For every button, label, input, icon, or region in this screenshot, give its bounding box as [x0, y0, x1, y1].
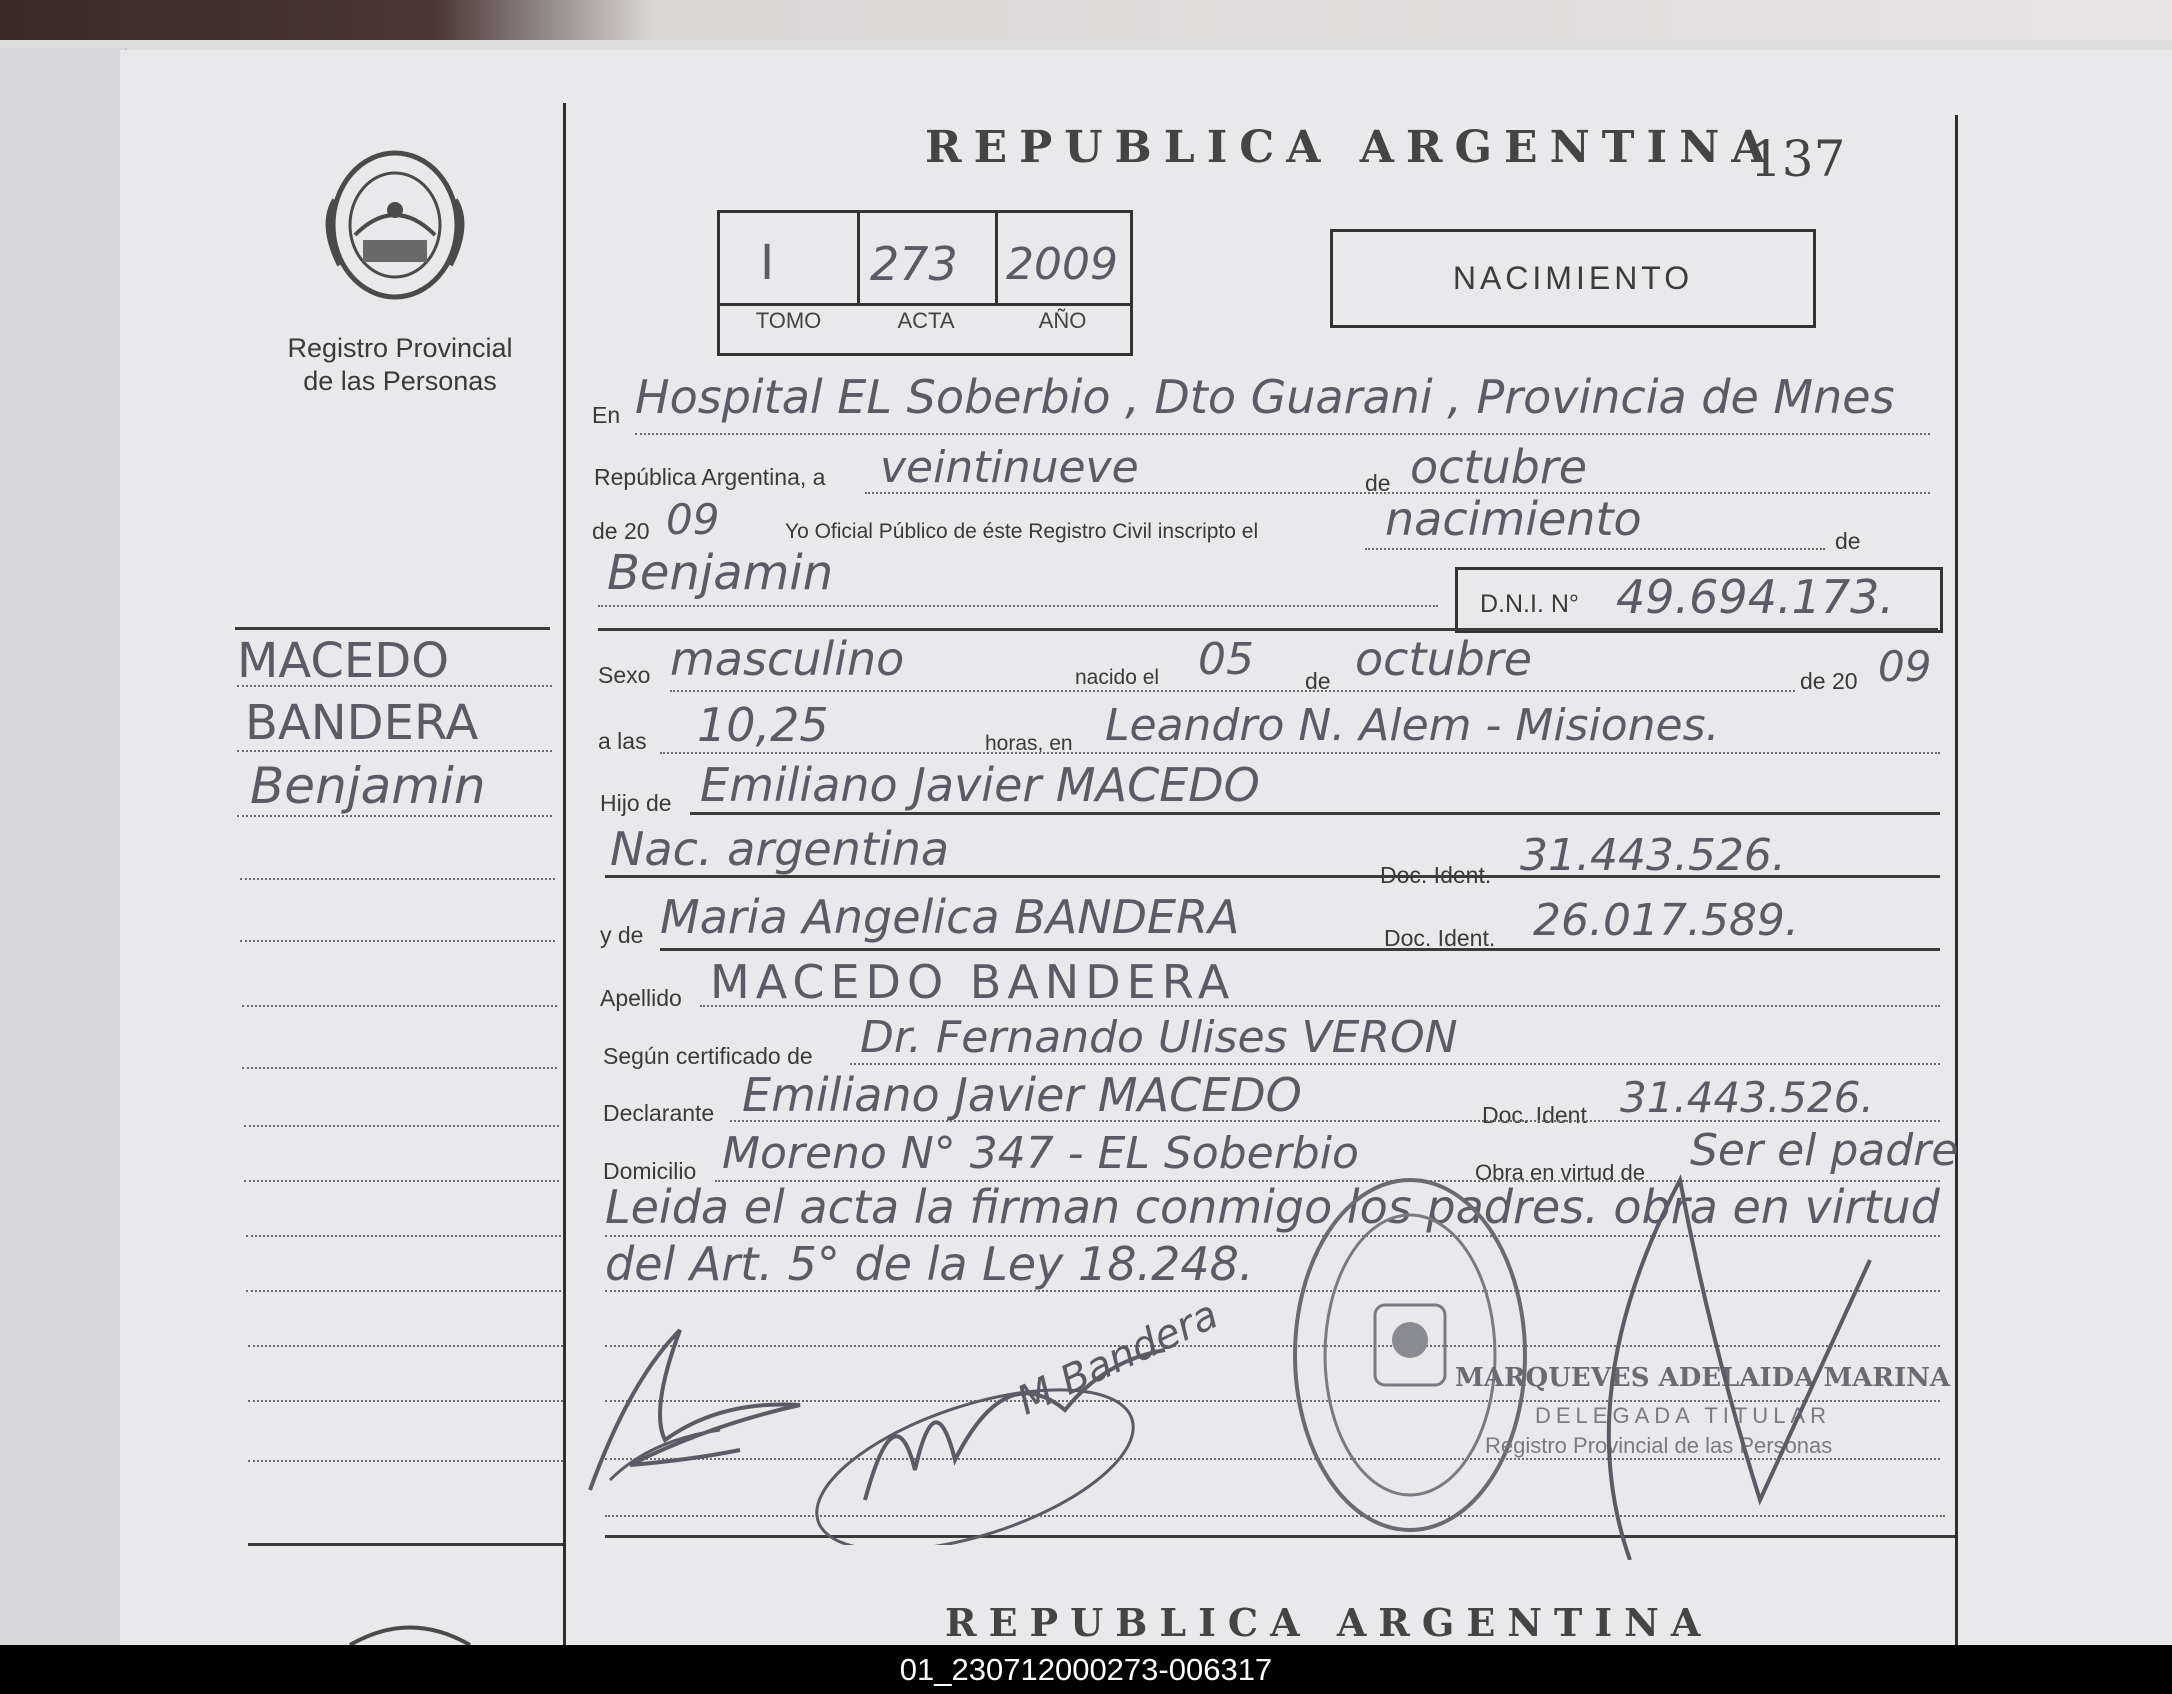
de-label: de	[1365, 470, 1391, 496]
lugar-value: Leandro N. Alem - Misiones.	[1105, 700, 1720, 751]
registry-name-line2: de las Personas	[303, 366, 497, 396]
margin-top-rule	[235, 627, 550, 630]
declarante-doc: 31.443.526.	[1620, 1073, 1874, 1122]
year2-suffix: 09	[1878, 642, 1932, 691]
republica-label: República Argentina, a	[594, 464, 826, 490]
margin-line	[244, 1125, 559, 1127]
margin-line	[248, 1460, 563, 1462]
father-nationality: Nac. argentina	[610, 822, 950, 876]
margin-line	[242, 1067, 557, 1069]
left-page-edge	[0, 48, 127, 1645]
dni-value: 49.694.173.	[1616, 570, 1894, 624]
domicilio-value: Moreno N° 347 - EL Soberbio	[722, 1128, 1359, 1179]
form-line	[700, 1005, 1940, 1007]
officer-org: Registro Provincial de las Personas	[1485, 1433, 1833, 1458]
obra-value: Ser el padre	[1690, 1125, 1959, 1176]
mother-doc: 26.017.589.	[1533, 895, 1799, 946]
doc-label-mother: Doc. Ident.	[1384, 925, 1496, 951]
horas-label: horas, en	[985, 732, 1073, 755]
registry-name-line1: Registro Provincial	[287, 333, 513, 363]
inscripto-value: nacimiento	[1385, 492, 1642, 546]
margin-line	[237, 815, 552, 817]
margin-line	[244, 1180, 559, 1182]
margin-divider	[563, 103, 566, 1645]
form-line	[635, 433, 1930, 435]
nota-line-2: del Art. 5° de la Ley 18.248.	[605, 1237, 1254, 1291]
form-line	[690, 812, 1940, 815]
form-line	[598, 605, 1438, 607]
form-line	[670, 690, 1795, 692]
country-title: REPUBLICA ARGENTINA	[925, 122, 1778, 173]
margin-bottom-rule	[248, 1543, 563, 1546]
declarante-value: Emiliano Javier MACEDO	[742, 1068, 1302, 1122]
declarante-label: Declarante	[603, 1100, 715, 1126]
mother-name: Maria Angelica BANDERA	[660, 890, 1240, 944]
form-line	[605, 875, 1940, 878]
anio-value: 2009	[1006, 239, 1118, 290]
provincial-seal-icon	[315, 140, 475, 310]
margin-line	[246, 1290, 561, 1292]
en-label: En	[592, 402, 621, 428]
section-rule	[598, 628, 1938, 631]
apellido-label: Apellido	[600, 985, 682, 1011]
form-line	[660, 948, 1940, 951]
acta-label: ACTA	[897, 308, 955, 333]
hora-value: 10,25	[697, 698, 829, 752]
anio-label: AÑO	[1038, 308, 1087, 333]
year-suffix: 09	[666, 495, 720, 544]
obra-label: Obra en virtud de	[1475, 1160, 1645, 1185]
nacido-label: nacido el	[1075, 666, 1160, 689]
registry-name	[270, 332, 530, 398]
father-name: Emiliano Javier MACEDO	[700, 758, 1260, 812]
domicilio-label: Domicilio	[603, 1158, 697, 1184]
margin-line	[248, 1345, 563, 1347]
year2-prefix: de 20	[1800, 668, 1858, 694]
month-value: octubre	[1410, 440, 1588, 494]
nota-line-1: Leida el acta la firman conmigo los padres. obra en virtud	[605, 1180, 1940, 1234]
alas-label: a las	[598, 728, 647, 754]
form-line	[1365, 548, 1825, 550]
form-line	[850, 1063, 1940, 1065]
bottom-seal-icon	[345, 1620, 475, 1645]
apellido-value: MACEDO BANDERA	[710, 955, 1236, 1009]
margin-line	[237, 750, 552, 752]
birth-month: octubre	[1355, 632, 1533, 686]
dni-box	[1455, 567, 1943, 633]
record-type-box: NACIMIENTO	[1330, 229, 1816, 328]
doc-label-declarante: Doc. Ident	[1482, 1102, 1587, 1128]
de-label-3: de	[1305, 668, 1331, 694]
record-number-box	[717, 210, 1133, 356]
mother-signature-text: M Bandera	[1010, 1291, 1226, 1425]
right-border	[1955, 115, 1958, 1645]
form-line	[660, 752, 1940, 754]
oficial-text: Yo Oficial Público de éste Registro Civil inscripto el	[785, 520, 1259, 543]
birth-day: 05	[1198, 634, 1254, 685]
doc-label-father: Doc. Ident.	[1380, 862, 1492, 888]
margin-line	[242, 1005, 557, 1007]
margin-line	[237, 685, 552, 687]
margin-line	[240, 940, 555, 942]
child-name: Benjamin	[607, 545, 834, 601]
sexo-label: Sexo	[598, 662, 651, 688]
place-value: Hospital EL Soberbio , Dto Guarani , Provincia de Mnes	[635, 370, 1895, 424]
dni-label: D.N.I. N°	[1480, 590, 1579, 618]
father-doc: 31.443.526.	[1520, 830, 1786, 881]
officer-title: DELEGADA TITULAR	[1535, 1403, 1831, 1428]
margin-line	[240, 878, 555, 880]
form-line	[730, 1120, 1940, 1122]
page-number: 137	[1750, 130, 1846, 188]
official-stamp-icon	[1280, 1165, 1540, 1545]
officer-name: MARQUEVES ADELAIDA MARINA	[1455, 1363, 1951, 1393]
bottom-title: REPUBLICA ARGENTINA	[945, 1600, 1713, 1645]
officer-signature-icon	[1510, 1140, 1890, 1560]
year-prefix: de 20	[592, 518, 650, 544]
sexo-value: masculino	[670, 632, 905, 686]
tomo-label: TOMO	[755, 308, 822, 333]
tomo-value: I	[760, 235, 775, 291]
certificado-label: Según certificado de	[603, 1043, 813, 1069]
margin-surname-1: MACEDO	[237, 633, 449, 689]
de-label-2: de	[1835, 528, 1861, 554]
margin-surname-2: BANDERA	[245, 695, 479, 751]
margin-line	[248, 1400, 563, 1402]
margin-line	[246, 1235, 561, 1237]
hijo-label: Hijo de	[600, 790, 672, 816]
certificado-value: Dr. Fernando Ulises VERON	[860, 1012, 1458, 1063]
day-value: veintinueve	[880, 442, 1139, 493]
margin-firstname: Benjamin	[250, 757, 486, 815]
file-caption: 01_230712000273-006317	[0, 1645, 2172, 1694]
acta-value: 273	[870, 237, 958, 291]
yde-label: y de	[600, 922, 644, 948]
